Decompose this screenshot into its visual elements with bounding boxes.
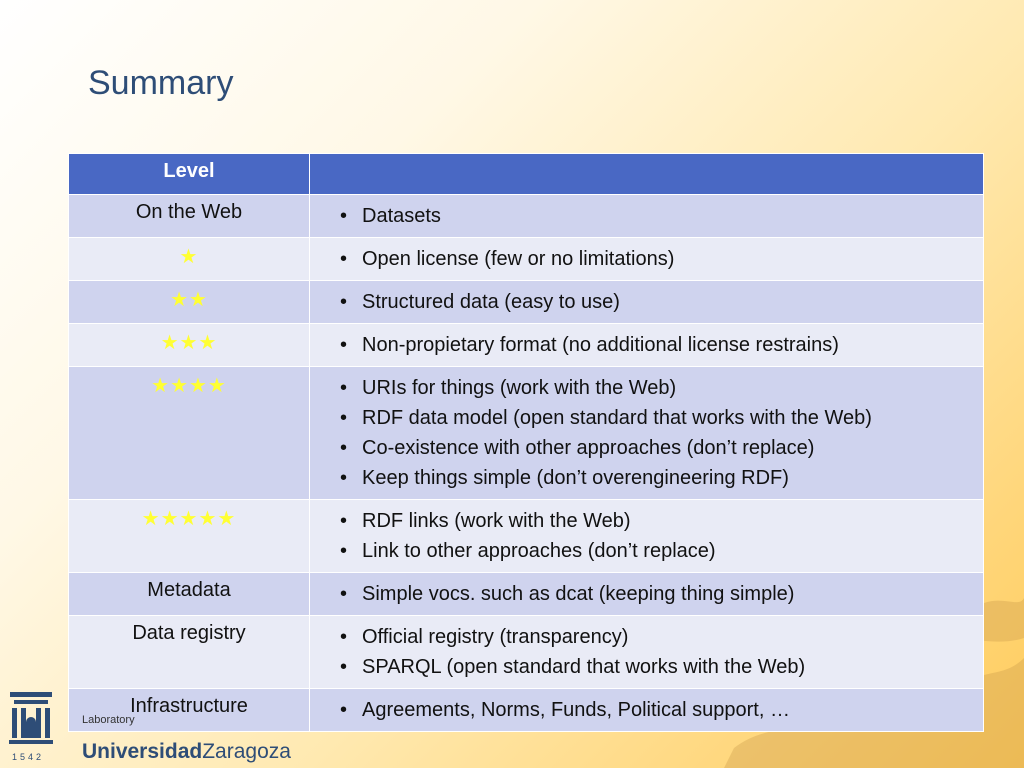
description-cell [310, 324, 984, 367]
level-label: On the Web [69, 195, 310, 238]
founding-year: 1542 [12, 752, 45, 762]
level-label: Data registry [69, 616, 310, 689]
table-body [69, 195, 984, 732]
bullet-list [320, 506, 973, 566]
bullet-item: • Link to other approaches (don’t replace) [342, 536, 973, 566]
bullet-item: • Non-propietary format (no additional license restrains) [342, 330, 973, 360]
bullet-item: • Structured data (easy to use) [342, 287, 973, 317]
description-cell [310, 195, 984, 238]
table-row [69, 573, 984, 616]
star-rating: ★ [69, 238, 310, 281]
bullet-list [320, 330, 973, 360]
bullet-item: • Keep things simple (don’t overengineering RDF) [342, 463, 973, 493]
bullet-item: • Open license (few or no limitations) [342, 244, 973, 274]
bullet-list [320, 622, 973, 682]
level-label: Infrastructure [69, 689, 310, 732]
table-header-row [69, 154, 984, 195]
table-row [69, 324, 984, 367]
summary-table [68, 153, 984, 732]
description-cell [310, 281, 984, 324]
description-cell [310, 616, 984, 689]
university-name-bold: Universidad [82, 740, 203, 763]
bullet-item: • Official registry (transparency) [342, 622, 973, 652]
description-cell [310, 689, 984, 732]
bullet-list [320, 244, 973, 274]
description-cell [310, 367, 984, 500]
slide-title: Summary [88, 64, 234, 102]
table-row [69, 689, 984, 732]
table-row [69, 367, 984, 500]
header-level: Level [69, 154, 310, 195]
lab-text: Laboratory [82, 714, 135, 726]
bullet-item: • SPARQL (open standard that works with the Web) [342, 652, 973, 682]
table-row [69, 500, 984, 573]
description-cell [310, 238, 984, 281]
description-cell [310, 500, 984, 573]
bullet-item: • Co-existence with other approaches (don’t replace) [342, 433, 973, 463]
bullet-item: • Agreements, Norms, Funds, Political support, … [342, 695, 973, 725]
star-rating: ★★★★★ [69, 500, 310, 573]
bullet-list [320, 373, 973, 493]
table-row [69, 281, 984, 324]
table-row [69, 616, 984, 689]
bullet-item: • RDF links (work with the Web) [342, 506, 973, 536]
star-rating: ★★★★ [69, 367, 310, 500]
bullet-item: • Datasets [342, 201, 973, 231]
bullet-list [320, 579, 973, 609]
bullet-item: • Simple vocs. such as dcat (keeping thing simple) [342, 579, 973, 609]
star-rating: ★★★ [69, 324, 310, 367]
star-rating: ★★ [69, 281, 310, 324]
description-cell [310, 573, 984, 616]
bullet-item: • RDF data model (open standard that works with the Web) [342, 403, 973, 433]
bullet-list [320, 695, 973, 725]
university-logo [6, 686, 56, 762]
level-label: Metadata [69, 573, 310, 616]
university-name-rest: Zaragoza [202, 740, 291, 763]
university-name [82, 740, 291, 764]
table-row [69, 238, 984, 281]
bullet-list [320, 201, 973, 231]
bullet-item: • URIs for things (work with the Web) [342, 373, 973, 403]
table-row [69, 195, 984, 238]
header-description [310, 154, 984, 195]
bullet-list [320, 287, 973, 317]
